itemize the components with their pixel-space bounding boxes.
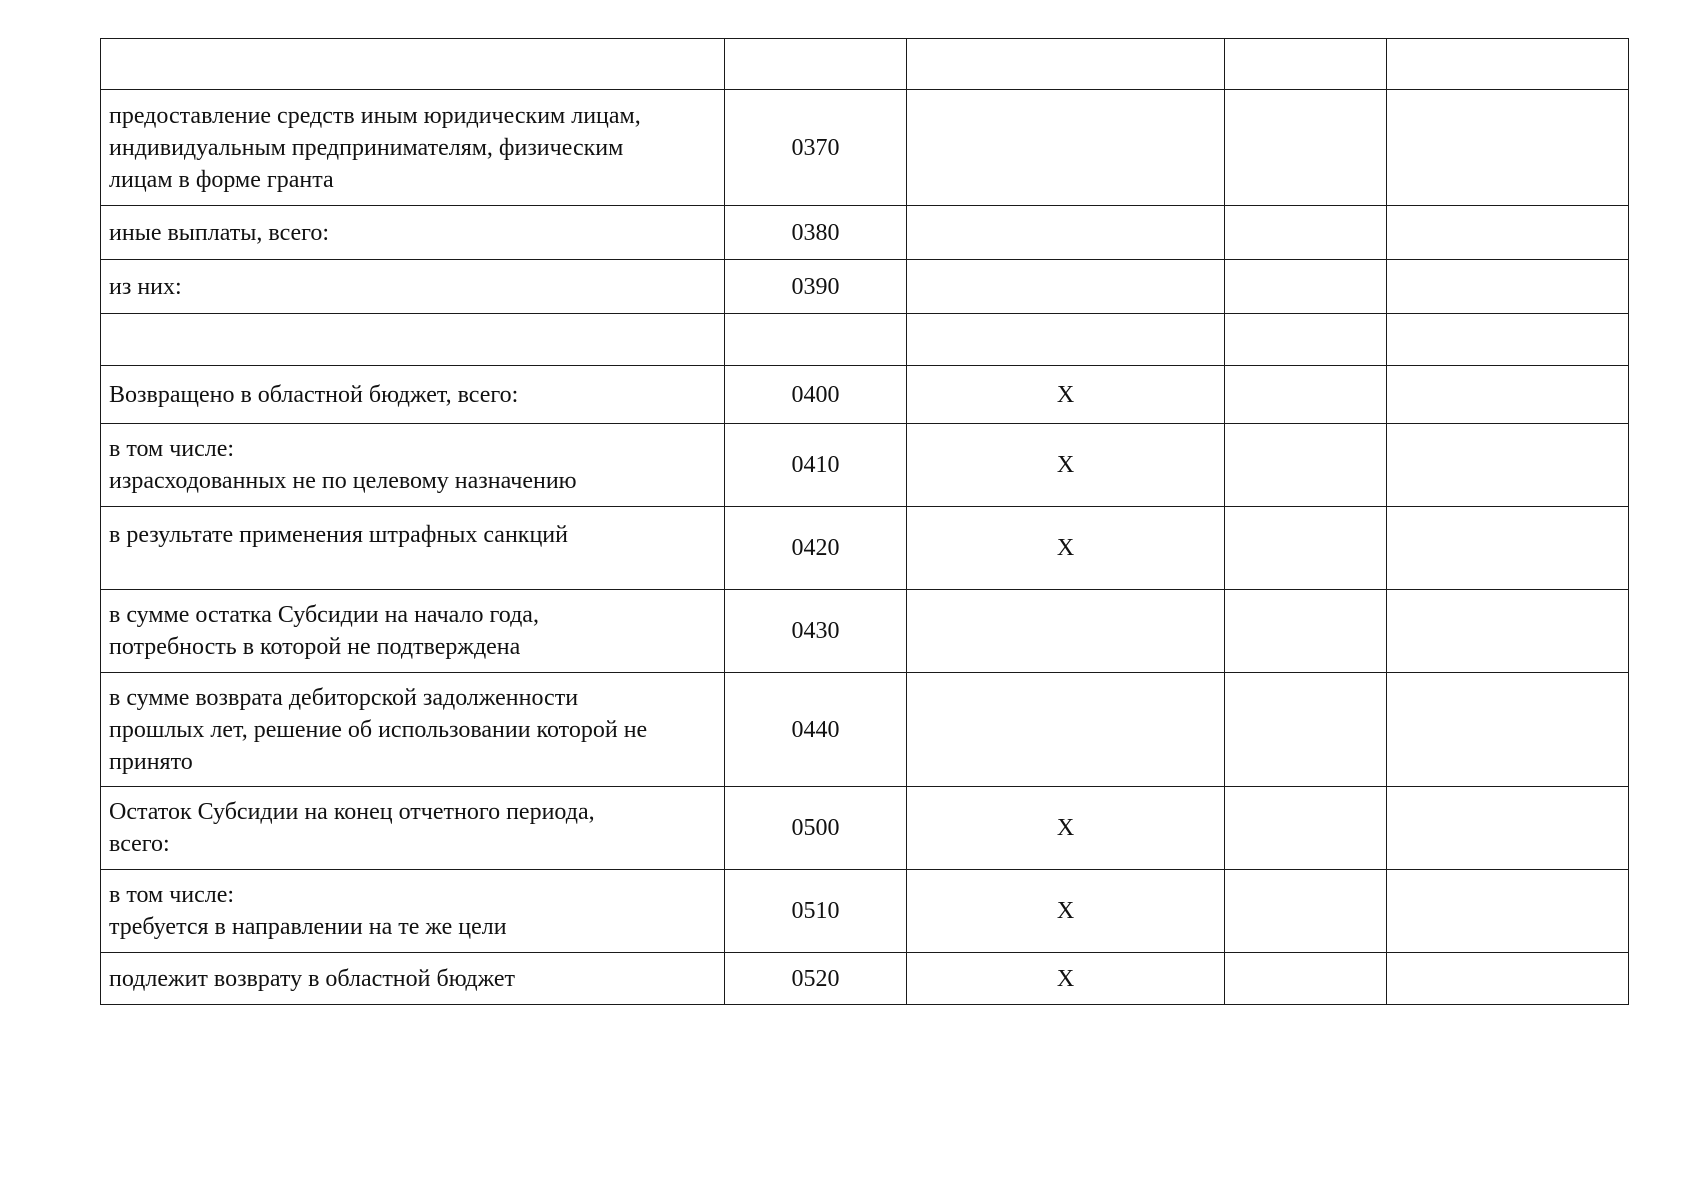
row-col3-cell	[907, 314, 1225, 366]
table-row	[101, 787, 1629, 870]
row-col4-cell	[1225, 953, 1387, 1005]
row-col4-cell	[1225, 260, 1387, 314]
row-col5-cell	[1387, 673, 1629, 787]
row-name-line: в сумме возврата дебиторской задолженности	[109, 684, 579, 711]
row-col4-cell	[1225, 90, 1387, 206]
row-name-cell	[101, 590, 725, 673]
row-col3-cell: X	[907, 870, 1225, 953]
row-name-line: из них:	[109, 273, 182, 300]
row-code-cell: 0410	[725, 424, 907, 507]
row-name-line: в том числе:	[109, 436, 235, 462]
table-row	[101, 314, 1629, 366]
table-row	[101, 424, 1629, 507]
row-name-cell	[101, 673, 725, 787]
table-row	[101, 507, 1629, 590]
row-col4-cell	[1225, 314, 1387, 366]
table-row	[101, 673, 1629, 787]
row-col5-cell	[1387, 314, 1629, 366]
row-code-cell: 0430	[725, 590, 907, 673]
table-row	[101, 206, 1629, 260]
row-col4-cell	[1225, 424, 1387, 507]
row-name-line: в результате применения штрафных санкций	[109, 522, 568, 548]
row-name-cell	[101, 424, 725, 507]
row-name-cell	[101, 366, 725, 424]
row-col3-cell: X	[907, 787, 1225, 870]
row-col4-cell	[1225, 673, 1387, 787]
row-col3-cell	[907, 260, 1225, 314]
table-row	[101, 260, 1629, 314]
row-col5-cell	[1387, 424, 1629, 507]
report-table	[100, 38, 1629, 1005]
row-code-cell: 0390	[725, 260, 907, 314]
row-code-cell	[725, 39, 907, 90]
row-col3-cell: X	[907, 507, 1225, 590]
row-col4-cell	[1225, 39, 1387, 90]
row-col5-cell	[1387, 870, 1629, 953]
row-code-cell: 0380	[725, 206, 907, 260]
row-col4-cell	[1225, 870, 1387, 953]
row-col3-cell	[907, 673, 1225, 787]
row-code-cell: 0370	[725, 90, 907, 206]
row-name-line: иные выплаты, всего:	[109, 219, 330, 246]
row-col3-cell	[907, 590, 1225, 673]
row-col4-cell	[1225, 590, 1387, 673]
table-row	[101, 870, 1629, 953]
row-name-cell	[101, 953, 725, 1005]
row-code-cell: 0400	[725, 366, 907, 424]
row-name-line: требуется в направлении на те же цели	[109, 914, 507, 940]
row-code-cell: 0520	[725, 953, 907, 1005]
row-col3-cell: X	[907, 366, 1225, 424]
row-name-line: принято	[109, 748, 193, 775]
row-col4-cell	[1225, 366, 1387, 424]
row-name-cell	[101, 787, 725, 870]
row-name-cell	[101, 206, 725, 260]
row-name-line: всего:	[109, 831, 170, 857]
row-name-line: прошлых лет, решение об использовании которой не	[109, 716, 648, 743]
row-col5-cell	[1387, 366, 1629, 424]
row-name-line: подлежит возврату в областной бюджет	[109, 965, 516, 992]
row-name-cell	[101, 90, 725, 206]
row-name-cell	[101, 39, 725, 90]
row-col5-cell	[1387, 39, 1629, 90]
row-col5-cell	[1387, 953, 1629, 1005]
row-col5-cell	[1387, 206, 1629, 260]
row-col3-cell	[907, 39, 1225, 90]
row-col3-cell: X	[907, 953, 1225, 1005]
row-col5-cell	[1387, 260, 1629, 314]
row-name-line: индивидуальным предпринимателям, физическим	[109, 134, 624, 161]
row-col5-cell	[1387, 90, 1629, 206]
row-name-line: в сумме остатка Субсидии на начало года,	[109, 602, 539, 628]
row-code-cell: 0420	[725, 507, 907, 590]
row-name-line: потребность в которой не подтверждена	[109, 634, 521, 660]
row-col5-cell	[1387, 590, 1629, 673]
row-code-cell: 0510	[725, 870, 907, 953]
row-col5-cell	[1387, 507, 1629, 590]
row-name-cell	[101, 507, 725, 590]
row-name-cell	[101, 314, 725, 366]
table-row	[101, 366, 1629, 424]
row-col4-cell	[1225, 206, 1387, 260]
row-name-line: предоставление средств иным юридическим лицам,	[109, 102, 641, 129]
row-col3-cell	[907, 206, 1225, 260]
row-name-line: израсходованных не по целевому назначению	[109, 468, 577, 494]
row-col4-cell	[1225, 507, 1387, 590]
table-row	[101, 39, 1629, 90]
row-name-line: Возвращено в областной бюджет, всего:	[109, 381, 519, 408]
row-col4-cell	[1225, 787, 1387, 870]
row-name-line: лицам в форме гранта	[109, 166, 334, 193]
row-code-cell: 0500	[725, 787, 907, 870]
row-name-cell	[101, 260, 725, 314]
table-row	[101, 590, 1629, 673]
row-col3-cell	[907, 90, 1225, 206]
row-name-line: в том числе:	[109, 882, 235, 908]
row-col3-cell: X	[907, 424, 1225, 507]
row-name-line: Остаток Субсидии на конец отчетного периода,	[109, 799, 595, 825]
row-code-cell: 0440	[725, 673, 907, 787]
row-name-cell	[101, 870, 725, 953]
table-row	[101, 90, 1629, 206]
row-col5-cell	[1387, 787, 1629, 870]
table-row	[101, 953, 1629, 1005]
row-code-cell	[725, 314, 907, 366]
